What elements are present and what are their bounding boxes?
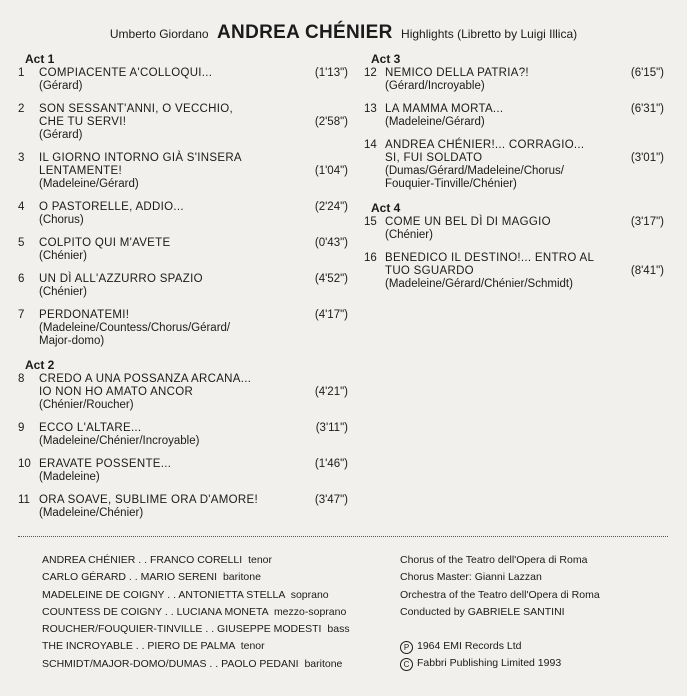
act-heading: Act 2 <box>25 358 55 372</box>
track-body <box>39 237 348 263</box>
track-body <box>39 373 348 412</box>
track-duration: (4'52") <box>314 273 348 285</box>
track-body <box>385 67 664 93</box>
track-roles: Major-domo) <box>39 335 105 347</box>
track-item <box>18 67 348 93</box>
track-roles: (Madeleine/Gérard) <box>385 116 485 128</box>
act-heading: Act 3 <box>371 52 401 66</box>
tracklist-column-2 <box>364 52 664 301</box>
track-roles: (Dumas/Gérard/Madeleine/Chorus/ <box>385 165 564 177</box>
track-item <box>18 273 348 299</box>
track-number: 3 <box>18 152 25 164</box>
track-title: LENTAMENTE! <box>39 165 122 177</box>
track-roles: (Chénier) <box>385 229 433 241</box>
track-duration: (6'15") <box>630 67 664 79</box>
cast-singer: GIUSEPPE MODESTI <box>217 623 322 636</box>
track-roles: (Madeleine/Chénier/Incroyable) <box>39 435 200 447</box>
track-body <box>39 458 348 484</box>
track-item <box>18 103 348 142</box>
track-roles: (Gérard/Incroyable) <box>385 80 485 92</box>
track-title: ANDREA CHÉNIER!... CORRAGIO... <box>385 139 585 151</box>
composer: Umberto Giordano <box>109 27 209 41</box>
track-title: COME UN BEL DÌ DI MAGGIO <box>385 216 551 228</box>
copyright-line <box>400 655 600 672</box>
cast-singer: MARIO SERENI <box>140 571 218 584</box>
track-title: IO NON HO AMATO ANCOR <box>39 386 194 398</box>
track-body <box>385 139 664 191</box>
track-duration: (8'41") <box>630 265 664 277</box>
track-duration: (1'46") <box>314 458 348 470</box>
cast-line: CARLO GÉRARD . . MARIO SERENI baritone <box>42 571 261 584</box>
cast-line: ANDREA CHÉNIER . . FRANCO CORELLI tenor <box>42 554 272 566</box>
cast-role: SCHMIDT/MAJOR-DOMO/DUMAS <box>42 657 207 670</box>
track-body <box>39 152 348 191</box>
track-number: 13 <box>364 103 377 115</box>
track-roles: (Madeleine/Chénier) <box>39 507 144 519</box>
track-roles: (Madeleine) <box>39 471 100 483</box>
cast-voice: bass <box>327 623 350 636</box>
track-duration: (1'13") <box>314 67 348 79</box>
track-item <box>364 216 664 242</box>
track-number: 12 <box>364 67 377 79</box>
track-number: 4 <box>18 201 25 213</box>
track-title: BENEDICO IL DESTINO!... ENTRO AL <box>385 252 595 264</box>
track-title: COLPITO QUI M'AVETE <box>39 237 171 249</box>
cast-role: COUNTESS DE COIGNY <box>42 605 162 618</box>
orchestra-credit: Orchestra of the Teatro dell'Opera di Roma <box>400 588 600 601</box>
cast-line: COUNTESS DE COIGNY . . LUCIANA MONETA mezzo-soprano <box>42 605 347 618</box>
track-title: TUO SGUARDO <box>385 265 474 277</box>
track-item <box>18 494 348 520</box>
track-roles: (Gérard) <box>39 129 83 141</box>
cast-role: THE INCROYABLE <box>42 640 133 653</box>
track-duration: (6'31") <box>630 103 664 115</box>
cast-voice: baritone <box>304 657 343 670</box>
track-body <box>385 103 664 129</box>
track-title: ECCO L'ALTARE... <box>39 422 142 434</box>
cast-line: MADELEINE DE COIGNY . . ANTONIETTA STELLA soprano <box>42 588 329 601</box>
chorus-credit: Chorus of the Teatro dell'Opera di Roma <box>400 554 588 566</box>
track-duration: (4'21") <box>314 386 348 398</box>
track-body <box>385 216 664 242</box>
track-title: ERAVATE POSSENTE... <box>39 458 172 470</box>
cast-singer: FRANCO CORELLI <box>149 554 243 566</box>
track-title: LA MAMMA MORTA... <box>385 103 504 115</box>
tracklist-column-1 <box>18 52 348 530</box>
opera-title: ANDREA CHÉNIER <box>217 22 393 43</box>
track-number: 6 <box>18 273 25 285</box>
track-item <box>18 422 348 448</box>
cast-voice: tenor <box>248 554 272 566</box>
track-duration: (4'17") <box>314 309 348 321</box>
track-item <box>364 103 664 129</box>
cast-line: SCHMIDT/MAJOR-DOMO/DUMAS . . PAOLO PEDANI baritone <box>42 657 343 670</box>
conductor-credit: Conducted by GABRIELE SANTINI <box>400 605 565 618</box>
cast-voice: baritone <box>222 571 261 584</box>
track-roles: (Chorus) <box>39 214 84 226</box>
track-title: O PASTORELLE, ADDIO... <box>39 201 184 213</box>
track-roles: Fouquier-Tinville/Chénier) <box>385 178 517 190</box>
track-item <box>364 67 664 93</box>
track-body <box>39 494 348 520</box>
track-title: SI, FUI SOLDATO <box>385 152 483 164</box>
subtitle: Highlights (Libretto by Luigi Illica) <box>401 27 578 41</box>
track-duration: (3'17") <box>630 216 664 228</box>
track-body <box>39 309 348 348</box>
track-roles: (Chénier/Roucher) <box>39 399 134 411</box>
track-duration: (3'01") <box>630 152 664 164</box>
cast-role: ROUCHER/FOUQUIER-TINVILLE <box>42 623 203 636</box>
track-number: 1 <box>18 67 25 79</box>
credits <box>400 552 600 673</box>
cast-list <box>42 552 350 673</box>
track-duration: (3'11") <box>315 422 348 434</box>
track-item <box>18 237 348 263</box>
cast-voice: mezzo-soprano <box>273 605 347 618</box>
track-number: 10 <box>18 458 31 470</box>
track-duration: (0'43") <box>314 237 348 249</box>
track-item <box>18 201 348 227</box>
header <box>0 22 687 44</box>
copyright-icon: C <box>400 658 413 671</box>
track-title: CHE TU SERVI! <box>39 116 127 128</box>
track-number: 14 <box>364 139 377 151</box>
track-roles: (Madeleine/Gérard/Chénier/Schmidt) <box>385 278 573 290</box>
track-body <box>39 103 348 142</box>
track-item <box>364 252 664 291</box>
track-roles: (Gérard) <box>39 80 83 92</box>
track-body <box>385 252 664 291</box>
track-item <box>18 152 348 191</box>
phonogram-line <box>400 638 600 655</box>
track-title: ORA SOAVE, SUBLIME ORA D'AMORE! <box>39 494 258 506</box>
track-title: SON SESSANT'ANNI, O VECCHIO, <box>39 103 233 115</box>
cast-role: ANDREA CHÉNIER <box>42 554 136 566</box>
phonogram-icon: P <box>400 641 413 654</box>
dotted-divider <box>18 536 668 537</box>
cast-line: THE INCROYABLE . . PIERO DE PALMA tenor <box>42 640 265 653</box>
cast-line: ROUCHER/FOUQUIER-TINVILLE . . GIUSEPPE MODESTI bass <box>42 623 350 636</box>
track-item <box>18 458 348 484</box>
act-heading: Act 4 <box>371 201 401 215</box>
cast-voice: soprano <box>290 588 329 601</box>
track-item <box>364 139 664 191</box>
cast-voice: tenor <box>240 640 265 653</box>
track-duration: (2'58") <box>314 116 348 128</box>
cast-singer: ANTONIETTA STELLA <box>178 588 285 601</box>
track-duration: (3'47") <box>314 494 348 506</box>
track-roles: (Madeleine/Countess/Chorus/Gérard/ <box>39 322 231 334</box>
track-body <box>39 201 348 227</box>
cast-role: MADELEINE DE COIGNY <box>42 588 165 601</box>
track-number: 9 <box>18 422 25 434</box>
track-duration: (2'24") <box>314 201 348 213</box>
track-duration: (1'04") <box>314 165 348 177</box>
cast-role: CARLO GÉRARD <box>42 571 127 584</box>
track-body <box>39 67 348 93</box>
track-item <box>18 373 348 412</box>
track-body <box>39 273 348 299</box>
track-title: NEMICO DELLA PATRIA?! <box>385 67 529 79</box>
track-title: CREDO A UNA POSSANZA ARCANA... <box>39 373 252 385</box>
track-item <box>18 309 348 348</box>
track-number: 2 <box>18 103 25 115</box>
track-roles: (Chénier) <box>39 250 87 262</box>
cast-singer: PAOLO PEDANI <box>221 657 299 670</box>
track-number: 15 <box>364 216 377 228</box>
track-number: 11 <box>18 494 30 506</box>
track-roles: (Chénier) <box>39 286 87 298</box>
track-number: 8 <box>18 373 25 385</box>
track-number: 7 <box>18 309 25 321</box>
track-title: COMPIACENTE A'COLLOQUI... <box>39 67 213 79</box>
chorus-master-credit: Chorus Master: Gianni Lazzan <box>400 571 542 584</box>
track-body <box>39 422 348 448</box>
track-title: PERDONATEMI! <box>39 309 130 321</box>
track-number: 16 <box>364 252 377 264</box>
phonogram-text: 1964 EMI Records Ltd <box>417 640 522 653</box>
track-number: 5 <box>18 237 25 249</box>
track-title: UN DÌ ALL'AZZURRO SPAZIO <box>39 273 203 285</box>
cast-singer: PIERO DE PALMA <box>147 640 235 653</box>
track-title: IL GIORNO INTORNO GIÀ S'INSERA <box>39 152 242 164</box>
track-roles: (Madeleine/Gérard) <box>39 178 139 190</box>
act-heading: Act 1 <box>25 52 55 66</box>
cast-singer: LUCIANA MONETA <box>176 605 269 618</box>
copyright-text: Fabbri Publishing Limited 1993 <box>417 657 562 670</box>
